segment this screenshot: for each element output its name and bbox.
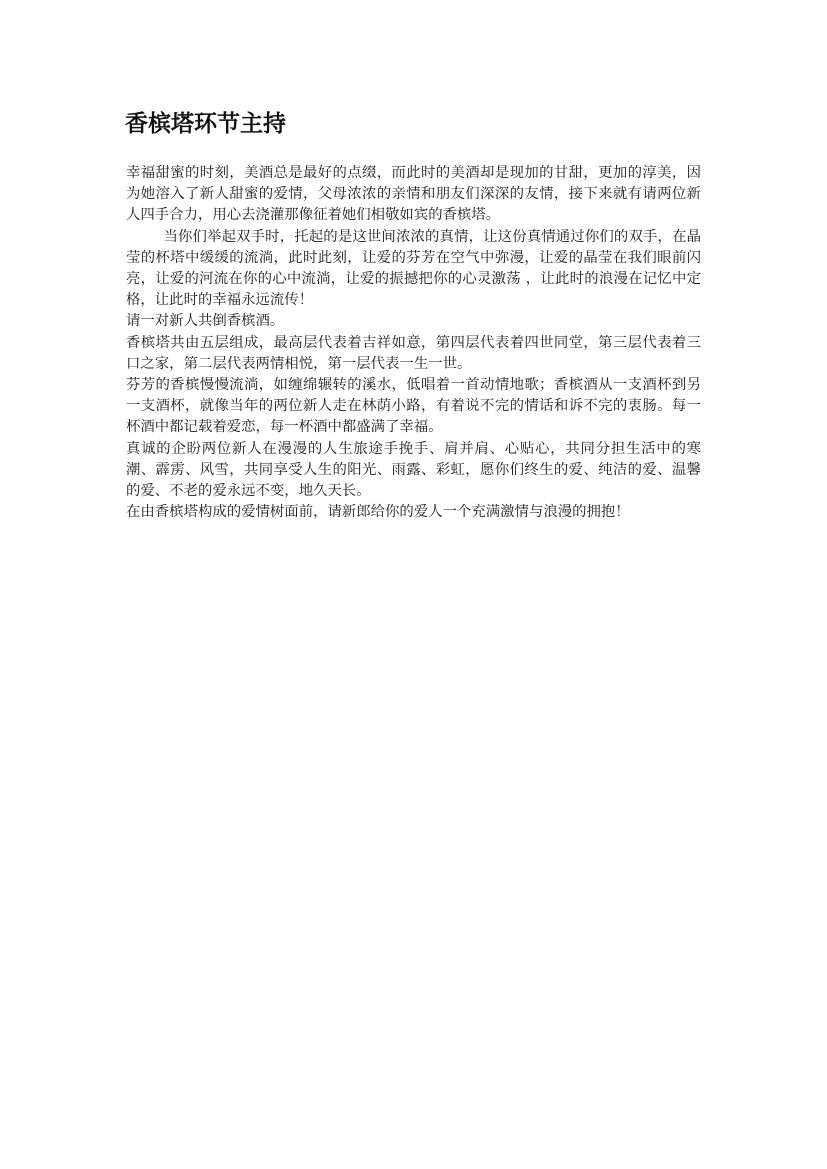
paragraph-champagne-flow: 芬芳的香槟慢慢流淌，如缠绵辗转的溪水，低唱着一首动情地歌；香槟酒从一支酒杯到另一支酒杯，就像当年的两位新人走在林荫小路，有着说不完的情话和诉不完的衷肠。每一杯酒中都记载着爱恋，每一杯酒中都盛满了幸福。	[126, 377, 701, 436]
document-title: 香槟塔环节主持	[125, 110, 286, 137]
document-body	[126, 163, 701, 523]
paragraph-blessing: 真诚的企盼两位新人在漫漫的人生旅途手挽手、肩并肩、心贴心，共同分担生活中的寒潮、霹雳、风雪，共同享受人生的阳光、雨露、彩虹，愿你们终生的爱、纯洁的爱、温馨的爱、不老的爱永远不变，地久天长。	[126, 440, 701, 500]
paragraph-intro: 幸福甜蜜的时刻，美酒总是最好的点缀，而此时的美酒却是现加的甘甜，更加的淳美，因为她溶入了新人甜蜜的爱情，父母浓浓的亲情和朋友们深深的友情，接下来就有请两位新人四手合力，用心去浇灌那像征着她们相敬如宾的香槟塔。	[126, 165, 701, 224]
paragraph-tower-layers: 香槟塔共由五层组成，最高层代表着吉祥如意，第四层代表着四世同堂，第三层代表着三口之家，第二层代表两情相悦，第一层代表一生一世。	[126, 334, 701, 372]
paragraph-embrace: 在由香槟塔构成的爱情树面前，请新郎给你的爱人一个充满激情与浪漫的拥抱！	[126, 504, 630, 521]
paragraph-raise-hands: 当你们举起双手时，托起的是这世间浓浓的真情，让这份真情通过你们的双手，在晶莹的杯塔中缓缓的流淌，此时此刻，让爱的芬芳在空气中弥漫，让爱的晶莹在我们眼前闪亮，让爱的河流在你的心中流淌，让爱的振撼把你的心灵激荡 ，让此时的浪漫在记忆中定格，让此时的幸福永远流传！	[126, 228, 701, 309]
paragraph-invite-pour: 请一对新人共倒香槟酒。	[126, 313, 285, 330]
